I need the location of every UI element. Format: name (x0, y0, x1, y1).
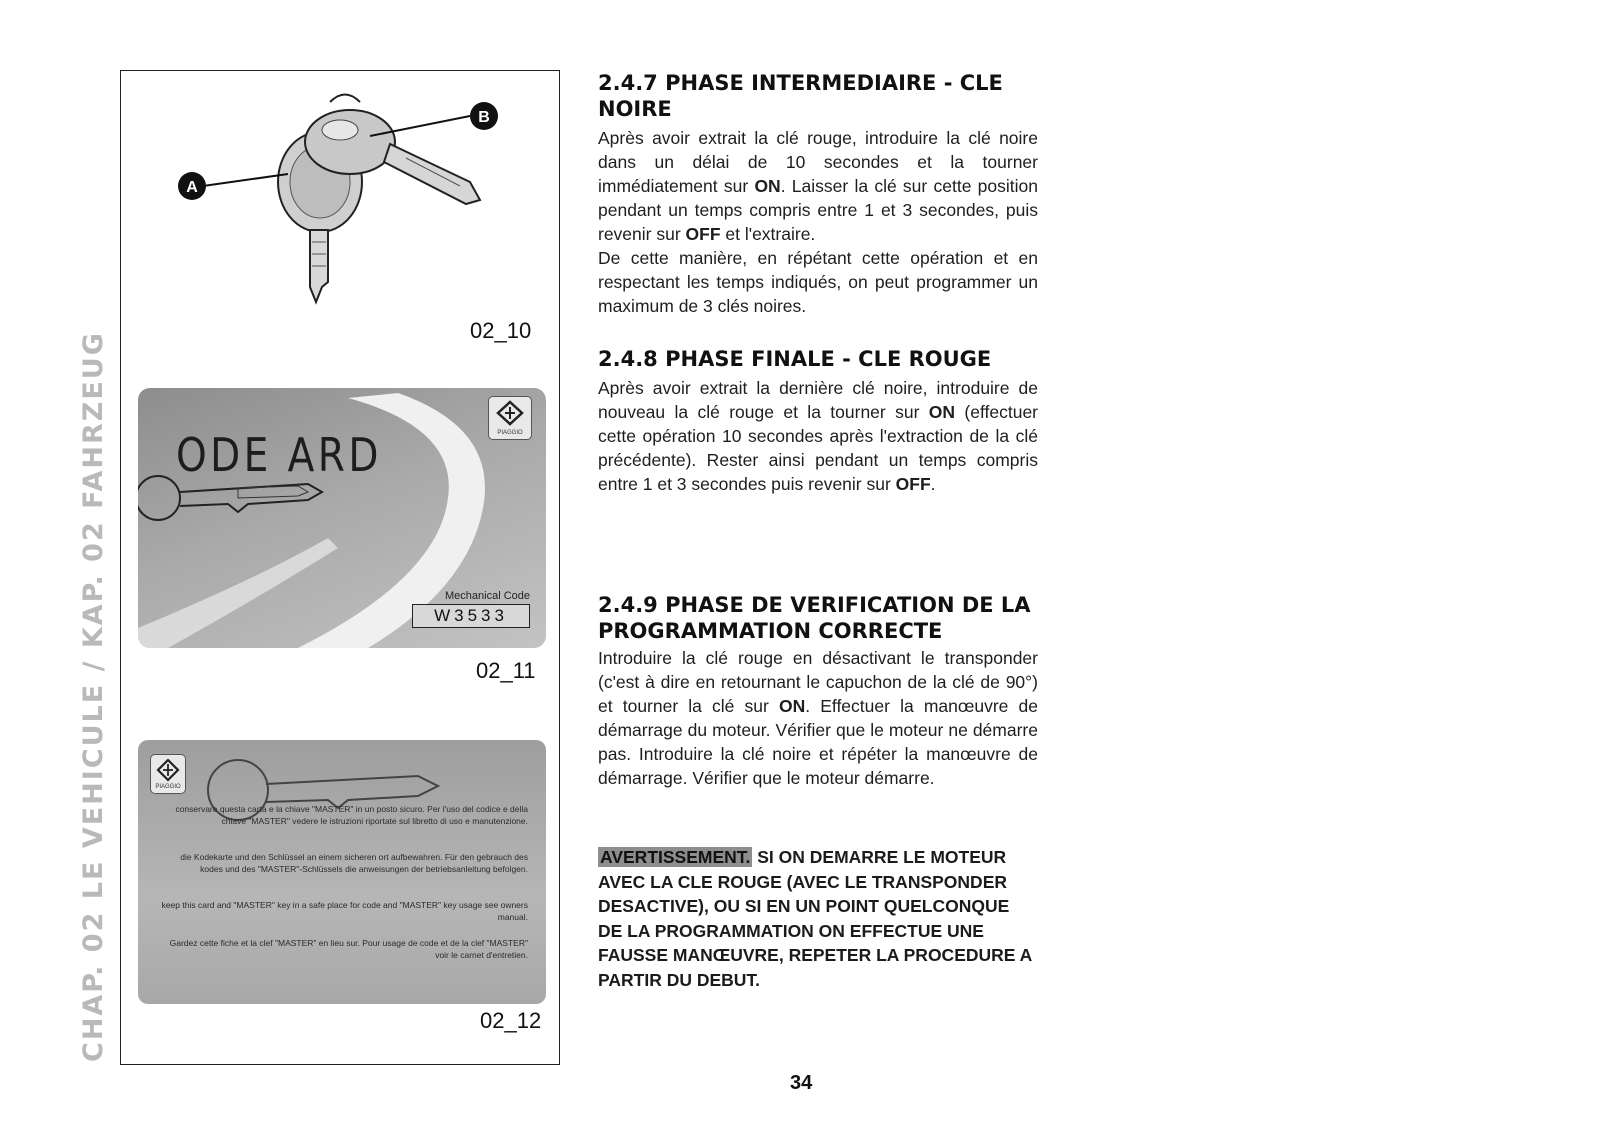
off-keyword: OFF (895, 474, 931, 494)
section-title-2-4-7: 2.4.7 PHASE INTERMEDIAIRE - CLE NOIRE (598, 71, 1003, 121)
section-title-2-4-9: 2.4.9 PHASE DE VERIFICATION DE LA PROGRAMMATION CORRECTE (598, 593, 1031, 643)
figure-caption-02-12: 02_12 (480, 1008, 542, 1033)
on-keyword: ON (778, 696, 806, 716)
warning-label: AVERTISSEMENT. (600, 847, 751, 867)
mechanical-code-value: W3533 (412, 604, 530, 628)
piaggio-logo-icon (488, 396, 532, 440)
master-card-text-italian: conservare questa carta e la chiave "MASTER" in un posto sicuro. Per l'uso del codice e della chiave "MASTER" vedere le istruzioni riportate sul libretto di uso e manutenzione. (175, 804, 528, 826)
figure-caption-02-11: 02_11 (476, 658, 536, 683)
page-number: 34 (790, 1072, 813, 1094)
master-card-illustration (138, 740, 546, 1004)
section-title-2-4-8: 2.4.8 PHASE FINALE - CLE ROUGE (598, 347, 992, 371)
callout-a-label: A (186, 179, 198, 196)
master-card-text-french: Gardez cette fiche et la clef "MASTER" en lieu sur. Pour usage de code et de la clef "MASTER" voir le carnet d'entretien. (169, 938, 528, 960)
master-card-logo-text: PIAGGIO (155, 784, 181, 790)
master-card-text-english: keep this card and "MASTER" key in a safe place for code and "MASTER" key usage see owners manual. (161, 900, 528, 922)
card-logo-text: PIAGGIO (497, 430, 523, 436)
section-body-2-4-7: Après avoir extrait la clé rouge, introduire la clé noire dans un délai de 10 secondes et la tourner immédiatement sur ON. Laisser la clé sur cette position pendant un temps compris entre 1 et 3 secondes, puis revenir sur OFF et l'extraire. De cette manière, en répétant cette opération et en respectant les temps indiqués, on peut programmer un maximum de 3 clés noires. (598, 128, 1038, 316)
off-keyword: OFF (685, 224, 721, 244)
chapter-side-label: CHAP. 02 LE VEHICULE / KAP. 02 FAHRZEUG (78, 331, 109, 1062)
warning-text: SI ON DEMARRE LE MOTEUR AVEC LA CLE ROUGE (AVEC LE TRANSPONDER DESACTIVE), OU SI EN UN POINT QUELCONQUE DE LA PROGRAMMATION ON EFFECTUE UNE FAUSSE MANŒUVRE, REPETER LA PROCEDURE A PARTIR DU DEBUT. (598, 847, 1032, 990)
figure-caption-02-10: 02_10 (470, 318, 532, 343)
section-body-2-4-9: Introduire la clé rouge en désactivant le transponder (c'est à dire en retournant le capuchon de la clé de 90°) et tourner la clé sur ON. Effectuer la manœuvre de démarrage du moteur. Vérifier que le moteur ne démarre pas. Introduire la clé noire et répéter la manœuvre de démarrage. Vérifier que le moteur démarre. (598, 648, 1039, 788)
master-card-text-german: die Kodekarte und den Schlüssel an einem sicheren ort aufbewahren. Für den gebrauch des kodes und des "MASTER"-Schlüssels die anweisungen der betriebsanleitung befolgen. (180, 852, 528, 874)
section-body-2-4-8: Après avoir extrait la dernière clé noire, introduire de nouveau la clé rouge et la tourner sur ON (effectuer cette opération 10 secondes après l'extraction de la clé précédente). Rester ainsi pendant un temps compris entre 1 et 3 secondes puis revenir sur OFF. (598, 378, 1039, 494)
keys-illustration (170, 82, 530, 322)
code-card-title: ODE ARD (176, 428, 382, 482)
on-keyword: ON (928, 402, 956, 422)
master-card-logo-icon (150, 754, 186, 794)
code-card-illustration (138, 388, 546, 648)
mechanical-code-label: Mechanical Code (445, 590, 530, 602)
on-keyword: ON (754, 176, 781, 196)
callout-b-label: B (478, 109, 490, 126)
warning-block (598, 845, 1038, 992)
